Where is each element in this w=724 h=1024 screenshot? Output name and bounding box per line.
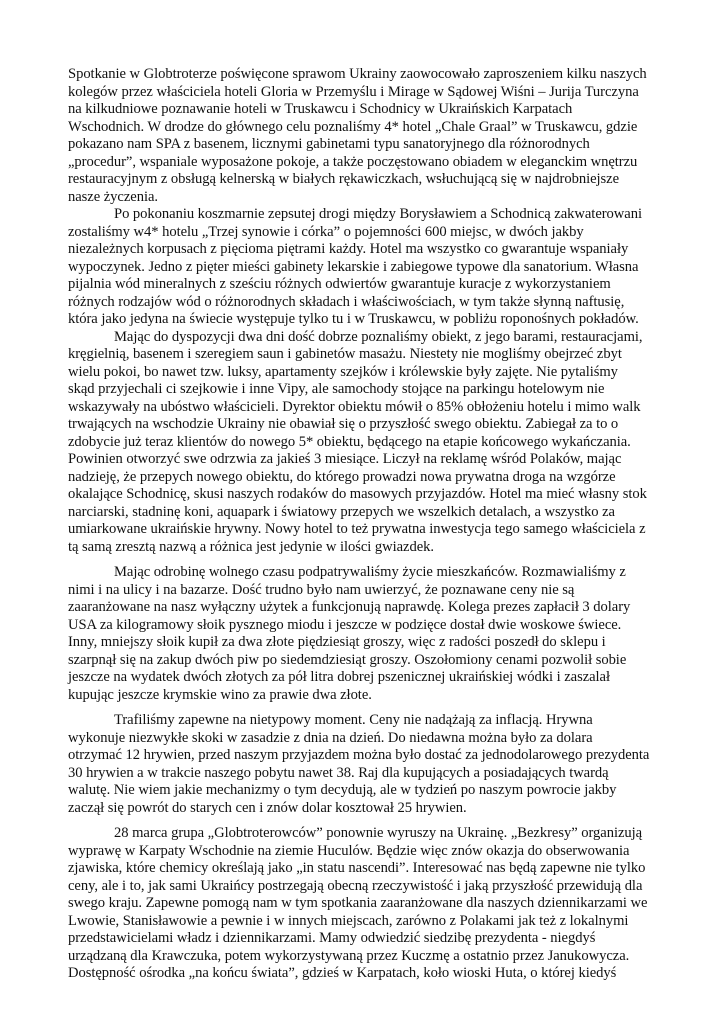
text-line: nadzieję, że przepych nowego obiektu, do którego prowadzi nowa prywatna droga na wzgórze [68,468,616,485]
text-line: pokazano nam SPA z basenem, licznymi gabinetami typu sanatoryjnego dla różnorodnych [68,136,590,152]
text-line: Powinien otworzyć swe odrzwia za jakieś 3 miesiące. Liczył na reklamę wśród Polaków, mając [68,451,622,467]
text-line: kupując jeszcze krymskie wino za prawie dwa złote. [68,686,372,703]
text-line: trwających na wschodzie Ukrainy nie obawiał się o przyszłość swego obiektu. Zabiegał za to o [68,416,619,432]
text-line: otrzymać 12 hrywien, przed naszym przyjazdem można było dostać za jednodolarowego prezydenta [68,747,650,763]
text-line: swego kraju. Zapewne pomogą nam w tym spotkania zaaranżowane dla naszych dziennikarzami we [68,895,648,911]
text-line: niezależnych korpusach z pięcioma piętrami każdy. Hotel ma wszystko co gwarantuje wspaniały [68,241,629,257]
text-line: USA za kilogramowy słoik pysznego miodu i jeszcze w podzięce dostał dwie woskowe świece. [68,616,622,633]
text-line: Mając odrobinę wolnego czasu podpatrywaliśmy życie mieszkańców. Rozmawialiśmy z [114,564,626,580]
text-line: zaczął się powrót do starych cen i znów dolar kosztował 25 hrywien. [68,799,467,816]
text-line: Po pokonaniu koszmarnie zepsutej drogi między Borysławiem a Schodnicą zakwaterowani [114,206,642,222]
text-line: zdobycie już teraz klientów do nowego 5* obiektu, będącego na etapie końcowego wykańczania. [68,433,631,450]
text-line: wskazywały na ubóstwo właścicieli. Dyrektor obiektu mówił o 85% obłożeniu hotelu i mimo walk [68,398,641,415]
text-line: wypoczynek. Jedno z pięter mieści gabinety lekarskie i zabiegowe typowe dla sanatorium. Własna [68,258,639,275]
text-line: Mając do dyspozycji dwa dni dość dobrze poznaliśmy obiekt, z jego barami, restauracjami, [114,328,643,345]
text-line: Spotkanie w Globtroterze poświęcone sprawom Ukrainy zaowocowało zaproszeniem kilku naszych [68,66,647,82]
paragraph-spacer [68,817,658,825]
text-line: kolegów przez właściciela hoteli Gloria w Przemyślu i Mirage w Sądowej Wiśni – Jurija Turczyna [68,83,639,100]
text-line: szarpnął się na zakup dwóch piw po siedemdziesiąt groszy. Oszołomiony cenami pozwolił sobie [68,651,627,668]
paragraph-3 [68,329,658,557]
text-line: ceny, ale i to, jak sami Ukraińcy postrzegają obecną rzeczywistość i jaką przyszłość przewidują dla [68,877,643,894]
text-line: Inny, mniejszy słoik kupił za dwa złote piędziesiąt groszy, więc z radości poszedł do sklepu i [68,634,606,650]
text-line: skąd przyjechali ci szejkowie i inne Vipy, ale samochody stojące na parkingu hotelowym nie [68,381,605,397]
paragraph-6 [68,825,658,983]
paragraph-4 [68,564,658,704]
text-line: która jako jedyna na świecie występuje tylko tu i w Truskawcu, w pobliżu roponośnych pokładów. [68,311,639,327]
text-line: nasze życzenia. [68,188,158,205]
text-line: wykonuje niezwykłe skoki w zasadzie z dnia na dzień. Do niedawna można było za dolara [68,729,593,746]
text-line: wielu pokoi, bo nawet tzw. luksy, apartamenty szejków i królewskie były zajęte. Nie pytaliśmy [68,363,618,380]
text-line: 30 hrywien a w trakcie naszego pobytu nawet 38. Raj dla kupujących a posiadających twardą [68,764,609,781]
text-line: pijalnia wód mineralnych z sześciu różnych odwiertów gwarantuje kuracje z wykorzystaniem [68,276,611,292]
paragraph-1 [68,66,658,206]
text-line: zjawiska, które chemicy określają jako „in statu nascendi”. Interesować nas będą zapewne nie tylko [68,860,646,876]
text-line: tą samą zresztą nazwą a różnica jest jedynie w ilości gwiazdek. [68,538,434,555]
text-line: okalające Schodnicę, skusi naszych rodaków do masowych przyjazdów. Hotel ma mieć własny stok [68,486,647,502]
text-line: „procedur”, wspaniale wyposażone pokoje, a także poczęstowano obiadem w eleganckim wnętrzu [68,153,638,170]
text-line: na kilkudniowe poznawanie hoteli w Truskawcu i Schodnicy w Ukraińskich Karpatach [68,101,573,117]
text-line: restauracyjnym z obsługą kelnerską w białych rękawiczkach, wsłuchującą się w najdrobniejsze [68,171,620,187]
text-line: wyprawę w Karpaty Wschodnie na ziemie Huculów. Będzie więc znów okazja do obserwowania [68,842,630,859]
text-line: Lwowie, Stanisławowie a pewnie i w innych miejscach, zarówno z Polakami jak też z lokalnymi [68,912,629,929]
text-line: Dostępność ośrodka „na końcu świata”, gdzieś w Karpatach, koło wioski Huta, o której kiedyś [68,965,617,981]
paragraph-spacer [68,556,658,564]
text-line: urządzaną dla Krawczuka, potem wykorzystywaną przez Kuczmę a ostatnio przez Janukowycza. [68,947,630,964]
text-line: przedstawicielami władz i dziennikarzami. Mamy odwiedzić siedzibę prezydenta - niegdyś [68,930,596,946]
paragraph-2 [68,206,658,329]
text-line: kręgielnią, basenem i szeregiem saun i gabinetów masażu. Niestety nie mogliśmy obejrzeć zbyt [68,346,622,362]
text-line: zostaliśmy w4* hotelu „Trzej synowie i córka” o pojemności 600 miejsc, w dwóch jakby [68,223,584,240]
text-line: różnych rodzajów wód o różnorodnych składach i właściwościach, w tym także słynną naftusię, [68,293,625,310]
text-line: Wschodnich. W drodze do głównego celu poznaliśmy 4* hotel „Chale Graal” w Truskawcu, gdzie [68,118,638,135]
text-line: nimi i na ulicy i na bazarze. Dość trudno było nam uwierzyć, że poznawane ceny nie są [68,581,575,598]
paragraph-5 [68,712,658,817]
text-line: umiarkowane ukraińskie hrywny. Nowy hotel to też prywatna inwestycja tego samego właściciela z [68,521,646,537]
document-page [68,66,658,983]
text-line: Trafiliśmy zapewne na nietypowy moment. Ceny nie nadążają za inflacją. Hrywna [114,712,593,728]
text-line: zaaranżowane na nasz wyłączny użytek a funkcjonują naprawdę. Kolega prezes zapłacił 3 dolary [68,599,631,615]
text-line: 28 marca grupa „Globtroterowców” ponownie wyruszy na Ukrainę. „Bezkresy” organizują [114,825,643,841]
text-line: jeszcze na wydatek dwóch złotych za pół litra dobrej pszenicznej ukraińskiej wódki i zaszalał [68,669,610,685]
text-line: narciarski, stadninę koni, aquapark i światowy przepych we wszelkich detalach, a wszystko za [68,503,615,520]
text-line: walutę. Nie wiem jakie mechanizmy o tym decydują, ale w tydzień po naszym powrocie jakby [68,782,617,798]
paragraph-spacer [68,704,658,712]
